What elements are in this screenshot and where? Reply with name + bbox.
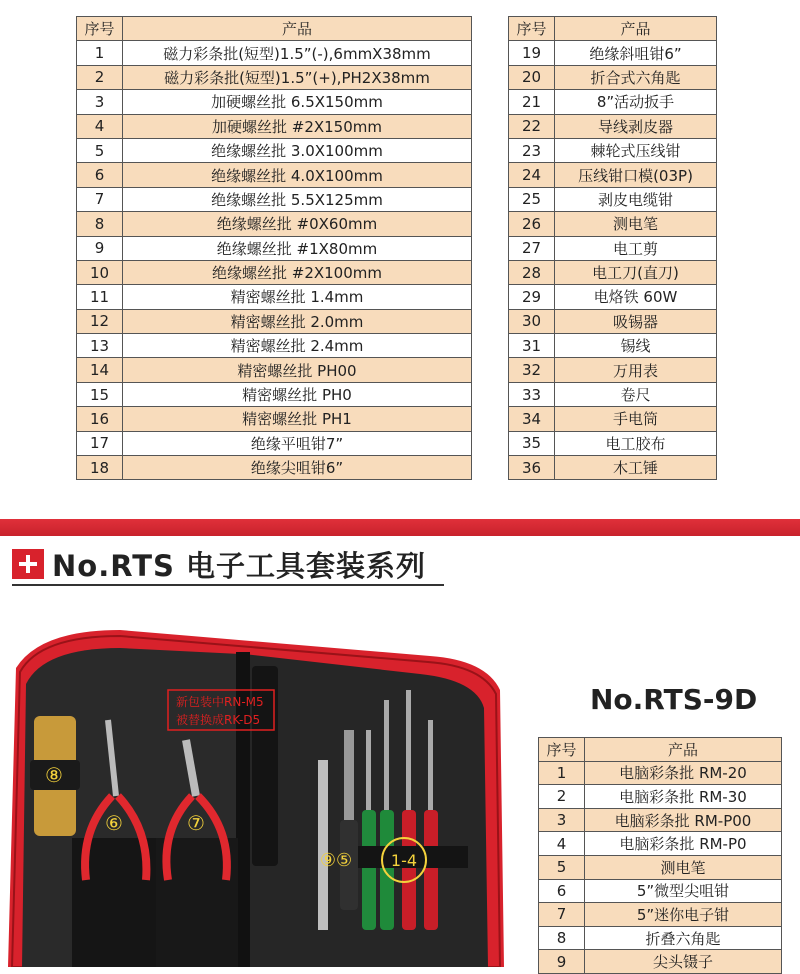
row-index: 33	[509, 382, 555, 406]
row-index: 29	[509, 285, 555, 309]
row-index: 1	[77, 41, 123, 65]
row-index: 12	[77, 309, 123, 333]
row-index: 2	[77, 65, 123, 89]
row-product: 绝缘平咀钳7”	[123, 431, 472, 455]
table-row	[77, 187, 472, 211]
header-index: 序号	[77, 17, 123, 41]
table-row	[539, 926, 782, 950]
row-product: 绝缘螺丝批 #1X80mm	[123, 236, 472, 260]
table-row	[509, 187, 717, 211]
plus-icon	[12, 549, 44, 579]
row-index: 26	[509, 212, 555, 236]
row-index: 3	[77, 90, 123, 114]
table-row	[77, 260, 472, 284]
row-product: 电工刀(直刀)	[555, 260, 717, 284]
row-product: 折合式六角匙	[555, 65, 717, 89]
row-product: 导线剥皮器	[555, 114, 717, 138]
row-index: 3	[539, 808, 585, 832]
row-product: 手电筒	[555, 407, 717, 431]
row-product: 绝缘尖咀钳6”	[123, 456, 472, 480]
row-product: 精密螺丝批 1.4mm	[123, 285, 472, 309]
table-row	[77, 382, 472, 406]
row-index: 5	[77, 138, 123, 162]
row-index: 28	[509, 260, 555, 284]
row-index: 2	[539, 785, 585, 809]
row-index: 22	[509, 114, 555, 138]
row-index: 1	[539, 761, 585, 785]
row-index: 16	[77, 407, 123, 431]
table-row	[77, 407, 472, 431]
row-product: 压线钳口模(03P)	[555, 163, 717, 187]
row-product: 电烙铁 60W	[555, 285, 717, 309]
row-product: 测电笔	[555, 212, 717, 236]
table-row	[509, 90, 717, 114]
table-row	[539, 879, 782, 903]
section-underline	[12, 584, 444, 586]
row-product: 精密螺丝批 PH0	[123, 382, 472, 406]
row-index: 35	[509, 431, 555, 455]
row-product: 绝缘螺丝批 #2X100mm	[123, 260, 472, 284]
red-divider-band	[0, 519, 800, 536]
table-row	[77, 90, 472, 114]
row-product: 尖头镊子	[585, 950, 782, 974]
table-row	[539, 855, 782, 879]
table-row	[539, 785, 782, 809]
header-product: 产品	[123, 17, 472, 41]
row-product: 磁力彩条批(短型)1.5”(+),PH2X38mm	[123, 65, 472, 89]
row-index: 23	[509, 138, 555, 162]
table-row	[509, 285, 717, 309]
row-index: 21	[509, 90, 555, 114]
row-index: 11	[77, 285, 123, 309]
table-row	[509, 260, 717, 284]
table-row	[77, 114, 472, 138]
row-product: 磁力彩条批(短型)1.5”(-),6mmX38mm	[123, 41, 472, 65]
table-row	[539, 808, 782, 832]
row-index: 17	[77, 431, 123, 455]
row-index: 30	[509, 309, 555, 333]
kit-model-title: No.RTS-9D	[590, 683, 758, 716]
header-index: 序号	[539, 738, 585, 762]
table-header-row	[539, 738, 782, 762]
row-index: 4	[539, 832, 585, 856]
row-product: 电工胶布	[555, 431, 717, 455]
row-product: 精密螺丝批 PH00	[123, 358, 472, 382]
table-row	[77, 358, 472, 382]
row-index: 7	[539, 903, 585, 927]
table-row	[509, 138, 717, 162]
table-header-row	[77, 17, 472, 41]
row-product: 测电笔	[585, 855, 782, 879]
row-product: 木工锤	[555, 456, 717, 480]
row-product: 5”迷你电子钳	[585, 903, 782, 927]
callout-7: ⑦	[187, 811, 205, 835]
table-row	[77, 212, 472, 236]
table-row	[77, 41, 472, 65]
row-index: 9	[77, 236, 123, 260]
row-product: 加硬螺丝批 #2X150mm	[123, 114, 472, 138]
row-product: 5”微型尖咀钳	[585, 879, 782, 903]
row-index: 25	[509, 187, 555, 211]
row-index: 9	[539, 950, 585, 974]
row-index: 7	[77, 187, 123, 211]
row-product: 电脑彩条批 RM-P0	[585, 832, 782, 856]
section-title: No.RTS 电子工具套装系列	[52, 549, 427, 583]
row-index: 24	[509, 163, 555, 187]
table-row	[77, 236, 472, 260]
row-index: 19	[509, 41, 555, 65]
note-line-1: 新包装中RN-M5	[176, 695, 264, 709]
table-row	[509, 456, 717, 480]
callout-8: ⑧	[45, 763, 63, 787]
table-row	[77, 456, 472, 480]
row-index: 14	[77, 358, 123, 382]
note-line-2: 被替换成RK-D5	[176, 713, 261, 727]
row-product: 电脑彩条批 RM-30	[585, 785, 782, 809]
row-index: 5	[539, 855, 585, 879]
table-row	[539, 950, 782, 974]
row-index: 8	[77, 212, 123, 236]
table-row	[77, 163, 472, 187]
row-index: 10	[77, 260, 123, 284]
table-row	[509, 431, 717, 455]
row-product: 电脑彩条批 RM-P00	[585, 808, 782, 832]
row-index: 27	[509, 236, 555, 260]
row-product: 棘轮式压线钳	[555, 138, 717, 162]
row-index: 6	[539, 879, 585, 903]
table-row	[509, 65, 717, 89]
row-index: 13	[77, 334, 123, 358]
callout-6: ⑥	[105, 811, 123, 835]
row-product: 电脑彩条批 RM-20	[585, 761, 782, 785]
row-index: 15	[77, 382, 123, 406]
row-product: 加硬螺丝批 6.5X150mm	[123, 90, 472, 114]
kit-contents-table	[538, 737, 782, 974]
callout-9-5: ⑨⑤	[319, 850, 353, 871]
tool-list-table-right	[508, 16, 717, 480]
table-row	[77, 309, 472, 333]
row-product: 卷尺	[555, 382, 717, 406]
row-product: 吸锡器	[555, 309, 717, 333]
row-product: 绝缘斜咀钳6”	[555, 41, 717, 65]
tool-list-table-left	[76, 16, 472, 480]
row-index: 20	[509, 65, 555, 89]
row-product: 精密螺丝批 2.4mm	[123, 334, 472, 358]
table-row	[509, 407, 717, 431]
row-index: 8	[539, 926, 585, 950]
table-row	[77, 138, 472, 162]
row-product: 精密螺丝批 PH1	[123, 407, 472, 431]
header-index: 序号	[509, 17, 555, 41]
row-index: 36	[509, 456, 555, 480]
table-row	[539, 903, 782, 927]
table-row	[509, 382, 717, 406]
header-product: 产品	[585, 738, 782, 762]
table-row	[509, 114, 717, 138]
table-row	[77, 431, 472, 455]
table-row	[509, 334, 717, 358]
row-index: 4	[77, 114, 123, 138]
table-header-row	[509, 17, 717, 41]
row-product: 绝缘螺丝批 3.0X100mm	[123, 138, 472, 162]
row-product: 万用表	[555, 358, 717, 382]
row-index: 31	[509, 334, 555, 358]
row-product: 剥皮电缆钳	[555, 187, 717, 211]
table-row	[509, 358, 717, 382]
row-product: 绝缘螺丝批 #0X60mm	[123, 212, 472, 236]
table-row	[539, 832, 782, 856]
row-product: 锡线	[555, 334, 717, 358]
callout-1-4: 1-4	[390, 851, 418, 870]
row-product: 电工剪	[555, 236, 717, 260]
header-product: 产品	[555, 17, 717, 41]
row-index: 18	[77, 456, 123, 480]
row-index: 6	[77, 163, 123, 187]
tool-kit-photo	[0, 620, 540, 967]
table-row	[509, 309, 717, 333]
row-index: 32	[509, 358, 555, 382]
table-row	[77, 334, 472, 358]
row-product: 8”活动扳手	[555, 90, 717, 114]
table-row	[509, 41, 717, 65]
table-row	[509, 163, 717, 187]
row-index: 34	[509, 407, 555, 431]
table-row	[509, 236, 717, 260]
table-row	[77, 65, 472, 89]
table-row	[539, 761, 782, 785]
row-product: 绝缘螺丝批 5.5X125mm	[123, 187, 472, 211]
row-product: 折叠六角匙	[585, 926, 782, 950]
table-row	[509, 212, 717, 236]
row-product: 精密螺丝批 2.0mm	[123, 309, 472, 333]
table-row	[77, 285, 472, 309]
row-product: 绝缘螺丝批 4.0X100mm	[123, 163, 472, 187]
